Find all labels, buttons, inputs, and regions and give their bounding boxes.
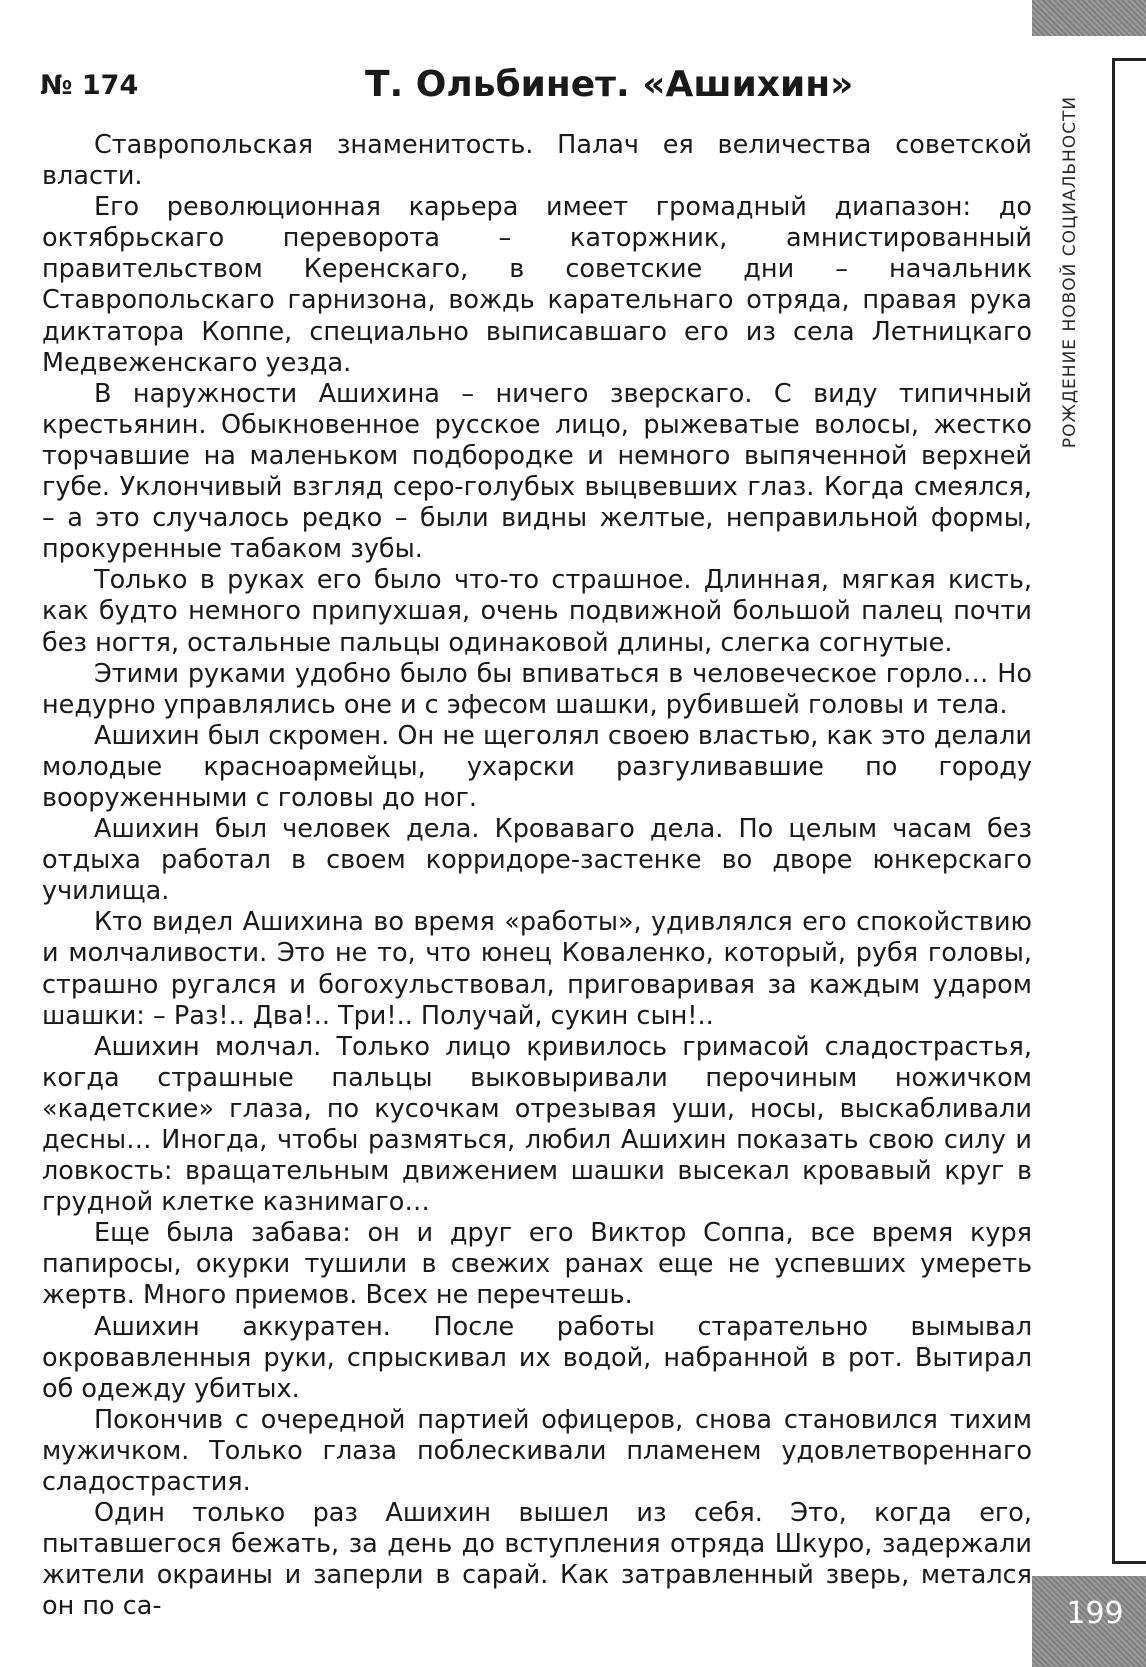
document-title: Т. Ольбинет. «Ашихин» — [365, 64, 854, 105]
paragraph: Только в руках его было что-то страшное. Длинная, мягкая кисть, как будто немного припухшая, очень подвижной большой палец почти без ногтя, остальные пальцы одинаковой длины, слегка согнутые. — [42, 565, 1032, 658]
paragraph: Ашихин аккуратен. После работы старательно вымывал окровавленныя руки, спрыскивал их водой, набранной в рот. Вытирал об одежду убитых. — [42, 1311, 1032, 1404]
paragraph: Еще была забава: он и друг его Виктор Соппа, все время куря папиросы, окурки тушили в свежих ранах еще не успевших умереть жертв. Много приемов. Всех не перечтешь. — [42, 1218, 1032, 1311]
section-side-label — [1040, 52, 1100, 492]
paragraph: Ашихин был человек дела. Кроваваго дела. По целым часам без отдыха работал в своем корридоре-застенке во дворе юнкерскаго училища. — [42, 814, 1032, 907]
document-header — [40, 62, 1030, 112]
paragraph: Ашихин молчал. Только лицо кривилось гримасой сладострастья, когда страшные пальцы выковыривали перочиным ножичком «кадетские» глаза, по кусочкам отрезывая уши, носы, выскабливали десны… Иногда, чтобы размяться, любил Ашихин показать свою силу и ловкость: вращательным движением шашки высекал кровавый круг в грудной клетке казнимаго… — [42, 1031, 1032, 1218]
side-frame — [1112, 58, 1146, 1564]
corner-tab — [1032, 0, 1146, 36]
paragraph: Покончив с очередной партией офицеров, снова становился тихим мужичком. Только глаза поблескивали пламенем удовлетвореннаго сладострастия. — [42, 1404, 1032, 1498]
paragraph: Один только раз Ашихин вышел из себя. Это, когда его, пытавшегося бежать, за день до вступления отряда Шкуро, задержали жители окраины и заперли в сарай. Как затравленный зверь, метался он по са- — [42, 1498, 1032, 1622]
paragraph: Его революционная карьера имеет громадный диапазон: до октябрьскаго переворота – каторжник, амнистированный правительством Керенскаго, в советские дни – начальник Ставропольскаго гарнизона, вождь карательнаго отряда, правая рука диктатора Коппе, специально выписавшаго его из села Летницкаго Медвеженскаго уезда. — [42, 192, 1032, 378]
page-number: 199 — [1066, 1596, 1124, 1631]
paragraph: Этими руками удобно было бы впиваться в человеческое горло… Но недурно управлялись оне и с эфесом шашки, рубившей головы и тела. — [42, 658, 1032, 720]
paragraph: Кто видел Ашихина во время «работы», удивлялся его спокойствию и молчаливости. Это не то, что юнец Коваленко, который, рубя головы, страшно ругался и богохульствовал, приговаривая за каждым ударом шашки: – Раз!.. Два!.. Три!.. Получай, сукин сын!.. — [42, 907, 1032, 1031]
paragraph: Ставропольская знаменитость. Палач ея величества советской власти. — [42, 130, 1032, 192]
document-body — [42, 130, 1032, 1623]
paragraph: Ашихин был скромен. Он не щеголял своею властью, как это делали молодые красноармейцы, ухарски разгуливавшие по городу вооруженными с головы до ног. — [42, 720, 1032, 813]
paragraph: В наружности Ашихина – ничего зверскаго. С виду типичный крестьянин. Обыкновенное русское лицо, рыжеватые волосы, жестко торчавшие на маленьком подбородке и немного выпяченной верхней губе. Уклончивый взгляд серо-голубых выцвевших глаз. Когда смеялся, – а это случалось редко – были видны желтые, неправильной формы, прокуренные табаком зубы. — [42, 378, 1032, 565]
document-number: № 174 — [40, 70, 139, 101]
section-side-label-text: РОЖДЕНИЕ НОВОЙ СОЦИАЛЬНОСТИ — [1060, 95, 1080, 449]
